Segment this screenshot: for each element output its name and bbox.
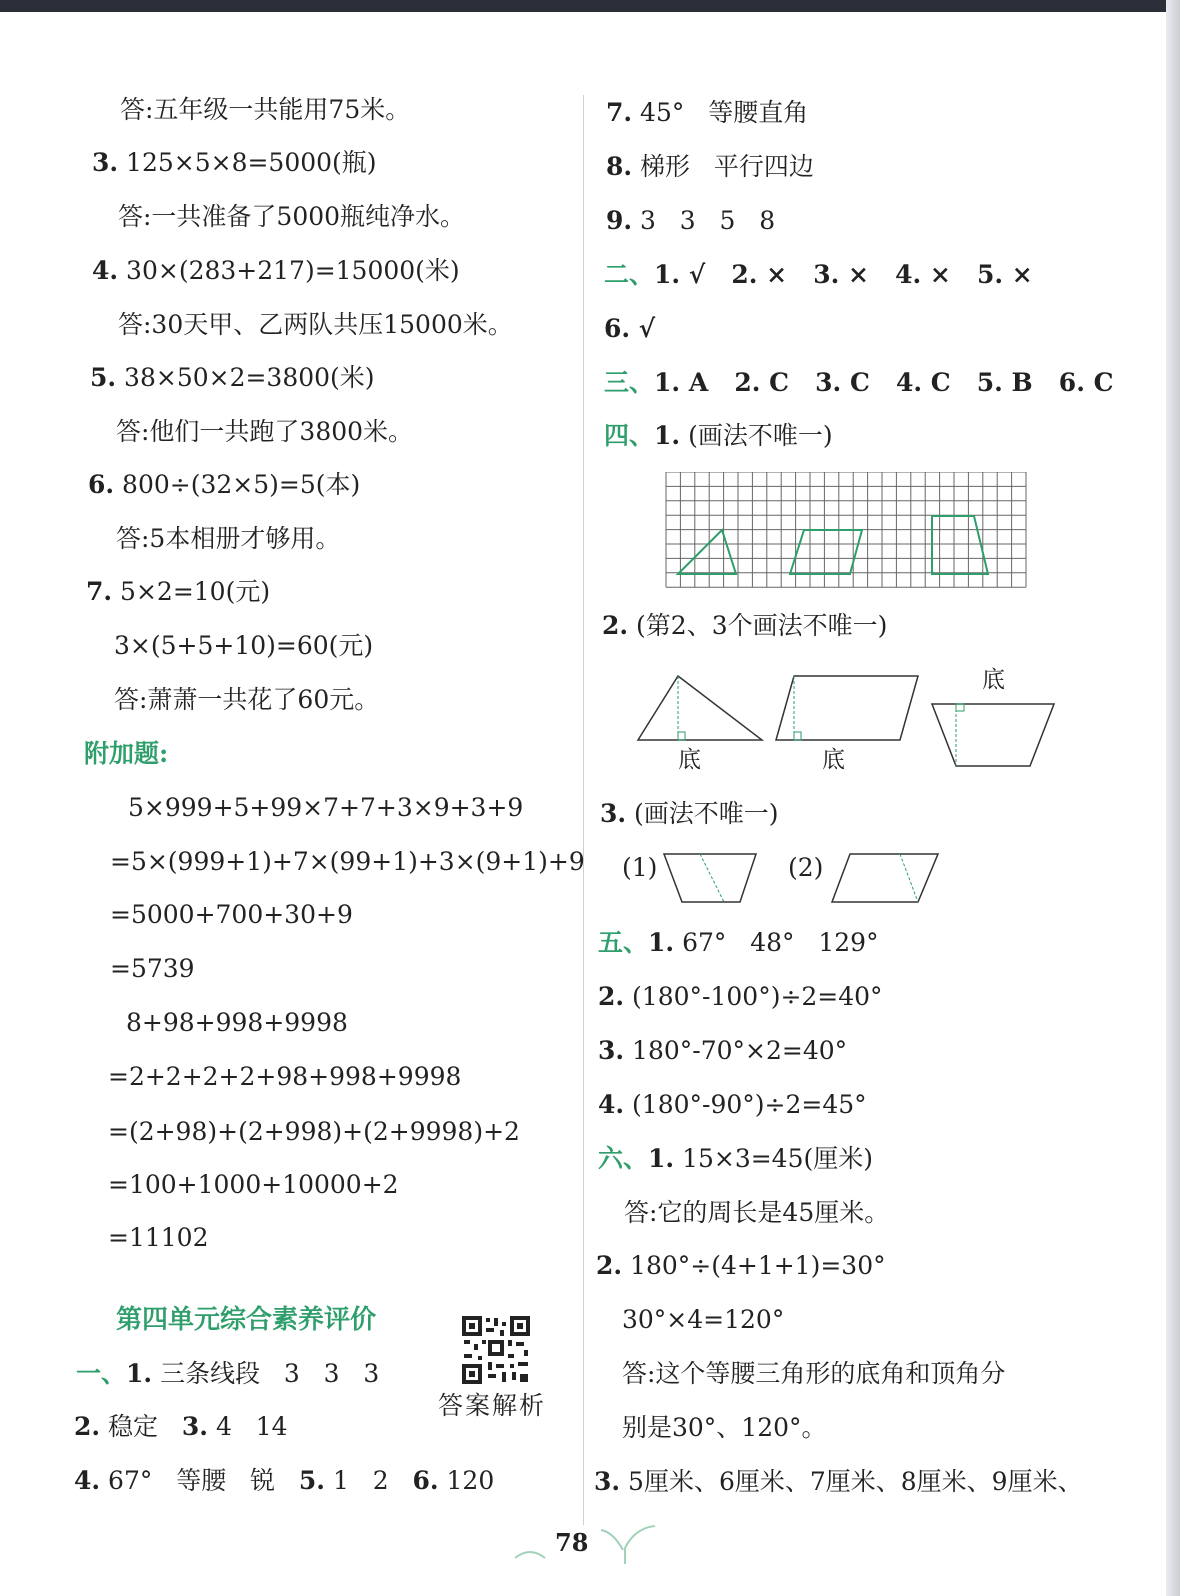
section-4-item-3	[600, 798, 779, 830]
section-5-item-4	[598, 1089, 867, 1121]
answer-line: 答:他们一共跑了3800米。	[116, 417, 414, 446]
calc-line: =100+1000+10000+2	[108, 1170, 399, 1199]
parallelogram-shape	[790, 530, 862, 574]
column-divider	[583, 95, 584, 1525]
answers: 1. √ 2. × 3. × 4. × 5. ×	[654, 260, 1033, 289]
calc-line: =2+2+2+2+98+998+9998	[108, 1062, 462, 1091]
item-number: 5.	[298, 1466, 325, 1495]
item-number: 1.	[654, 421, 681, 450]
right-angle-mark	[794, 732, 801, 740]
section-4-item-1	[604, 420, 833, 452]
item-number: 9.	[606, 206, 633, 235]
section-4-item-2	[602, 610, 887, 642]
parallelogram-shape	[832, 854, 938, 902]
item-number: 7.	[606, 98, 633, 127]
equation: 15×3=45(厘米)	[674, 1144, 874, 1173]
equation: (180°-100°)÷2=40°	[624, 982, 883, 1011]
section-marker: 二、	[604, 260, 655, 289]
answer: 67° 48° 129°	[674, 928, 879, 957]
equation: 180°-70°×2=40°	[624, 1036, 848, 1065]
item-number: 3.	[600, 799, 627, 828]
section-marker: 六、	[598, 1144, 649, 1173]
unit-item-1	[76, 1358, 379, 1390]
answer: 5厘米、6厘米、7厘米、8厘米、9厘米、	[620, 1467, 1083, 1496]
trapezoid-shape	[932, 704, 1054, 766]
answer: 120	[438, 1466, 495, 1495]
note: (画法不唯一)	[680, 421, 833, 450]
qr-caption: 答案解析	[438, 1391, 547, 1420]
item-number: 3.	[598, 1036, 625, 1065]
section-5-item-3	[598, 1035, 847, 1067]
calc-line: =(2+98)+(2+998)+(2+9998)+2	[108, 1117, 520, 1146]
base-label: 底	[678, 747, 701, 773]
item-number: 2.	[74, 1412, 101, 1441]
equation: 30°×4=120°	[622, 1305, 785, 1334]
item-number: 1.	[126, 1359, 153, 1388]
base-label: 底	[822, 747, 845, 773]
equation: 3×(5+5+10)=60(元)	[114, 631, 374, 660]
item-number: 2.	[602, 611, 629, 640]
page-number: 78	[555, 1528, 589, 1557]
item-number: 8.	[606, 152, 633, 181]
section-marker: 三、	[604, 368, 655, 397]
unit-title: 第四单元综合素养评价	[116, 1305, 377, 1335]
equation: 30×(283+217)=15000(米)	[118, 256, 460, 285]
cut-shapes-figure	[660, 850, 950, 906]
item-number: 2.	[596, 1251, 623, 1280]
section-marker: 一、	[76, 1359, 127, 1388]
item-number: 4.	[74, 1466, 101, 1495]
right-angle-mark	[956, 704, 964, 711]
item-number: 3.	[181, 1412, 209, 1441]
item-number: 3.	[92, 148, 119, 177]
section-6-item-3	[594, 1466, 1083, 1498]
top-dark-bar	[0, 0, 1180, 12]
answer-line: 别是30°、120°。	[622, 1413, 827, 1442]
answer: 梯形 平行四边	[632, 152, 814, 181]
problem-7	[86, 576, 270, 608]
answer: 67° 等腰 锐	[100, 1466, 299, 1495]
equation: 180°÷(4+1+1)=30°	[622, 1251, 886, 1280]
calc-line: =5×(999+1)+7×(99+1)+3×(9+1)+9	[110, 847, 585, 876]
calc-line: =5000+700+30+9	[110, 900, 353, 929]
problem-5	[90, 362, 375, 394]
trapezoid-shape	[932, 516, 988, 574]
part-label: (1)	[622, 853, 658, 882]
problem-4	[92, 255, 460, 287]
item-number: 7.	[86, 577, 113, 606]
section-3-answers	[604, 367, 1114, 399]
answer: 45° 等腰直角	[632, 98, 809, 127]
note: (第2、3个画法不唯一)	[628, 611, 888, 640]
section-6-item-1	[598, 1143, 873, 1175]
item-number: 3.	[594, 1467, 621, 1496]
bonus-heading: 附加题:	[84, 739, 169, 768]
qr-code-icon[interactable]	[460, 1314, 532, 1386]
section-6-item-2	[596, 1250, 886, 1282]
equation: 125×5×8=5000(瓶)	[118, 148, 377, 177]
item-number: 6.	[412, 1466, 439, 1495]
page-edge-shadow	[1166, 0, 1180, 1596]
item-number: 1.	[648, 928, 675, 957]
answers: 1. A 2. C 3. C 4. C 5. B 6. C	[654, 368, 1114, 397]
answer-line: 答:萧萧一共花了60元。	[114, 685, 380, 714]
problem-6	[88, 469, 360, 501]
item-number: 2.	[598, 982, 625, 1011]
base-label: 底	[982, 667, 1005, 693]
answer: 三条线段 3 3 3	[152, 1359, 380, 1388]
answer-item-8	[606, 151, 814, 183]
calc-line: 5×999+5+99×7+7+3×9+3+9	[128, 793, 524, 822]
section-5-item-1	[598, 927, 879, 959]
cut-line	[900, 854, 918, 902]
answer-line: 答:一共准备了5000瓶纯净水。	[118, 202, 466, 231]
answer-line: 答:这个等腰三角形的底角和顶角分	[622, 1359, 1006, 1388]
unit-item-2	[74, 1411, 288, 1443]
item-number: 6.	[88, 470, 115, 499]
equation: (180°-90°)÷2=45°	[624, 1090, 867, 1119]
parallelogram-shape	[776, 676, 918, 740]
answer-item-7	[606, 97, 808, 129]
triangle-shape	[678, 530, 736, 574]
equation: 38×50×2=3800(米)	[116, 363, 375, 392]
answer-line: 答:5本相册才够用。	[116, 524, 341, 553]
answer: 4 14	[208, 1412, 288, 1441]
answer-line: 答:五年级一共能用75米。	[120, 95, 411, 124]
answer: 3 3 5 8	[632, 206, 776, 235]
item-number: 1.	[648, 1144, 675, 1173]
section-marker: 四、	[604, 421, 655, 450]
answer: 1 2	[325, 1466, 413, 1495]
answer-item-6: 6. √	[604, 314, 656, 343]
equation: 5×2=10(元)	[112, 577, 271, 606]
note: (画法不唯一)	[626, 799, 779, 828]
calc-line: =5739	[110, 954, 195, 983]
right-angle-mark	[678, 732, 685, 740]
item-number: 5.	[90, 363, 117, 392]
part-label: (2)	[788, 853, 824, 882]
grid-drawing-figure	[664, 472, 1032, 588]
item-number: 4.	[92, 256, 119, 285]
trapezoid-shape	[664, 854, 756, 902]
cut-line	[700, 854, 724, 902]
equation: 800÷(32×5)=5(本)	[114, 470, 361, 499]
section-5-item-2	[598, 981, 883, 1013]
answer-item-9	[606, 205, 775, 237]
section-2-answers	[604, 259, 1033, 291]
item-number: 4.	[598, 1090, 625, 1119]
calc-line: 8+98+998+9998	[126, 1008, 348, 1037]
triangle-shape	[638, 676, 762, 740]
answer-line: 答:30天甲、乙两队共压15000米。	[118, 310, 513, 339]
section-marker: 五、	[598, 928, 649, 957]
answer-line: 答:它的周长是45厘米。	[624, 1198, 890, 1227]
problem-3	[92, 147, 377, 179]
unit-item-4	[74, 1465, 494, 1497]
calc-line: =11102	[108, 1223, 209, 1252]
answer: 稳定	[100, 1412, 182, 1441]
